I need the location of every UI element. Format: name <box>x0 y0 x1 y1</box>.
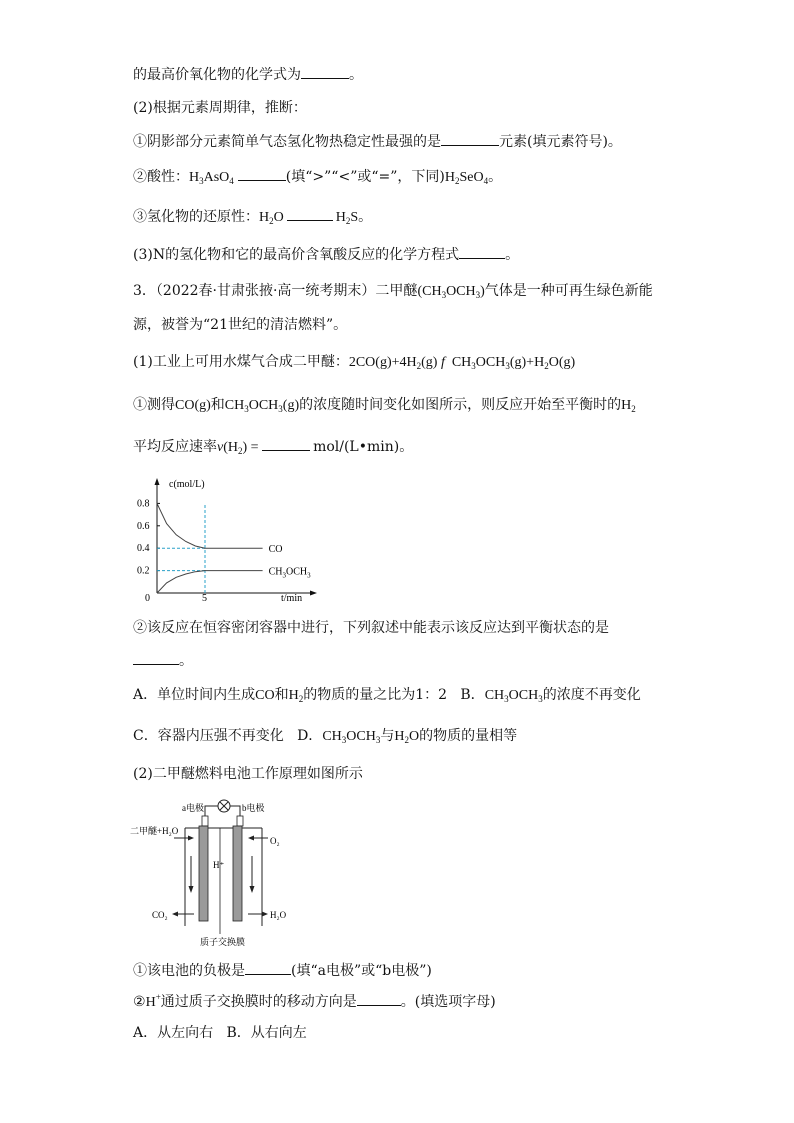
y-axis-label: c(mol/L) <box>169 479 205 490</box>
text-line: ①该电池的负极是 (填“a电极”或“b电极”) <box>133 960 432 981</box>
formula: $v(H_2)$ = <box>217 440 263 456</box>
fuel-input-label: 二甲醚+H₂O <box>130 826 179 836</box>
subquestion-header: (2)根据元素周期律，推断： <box>133 100 307 116</box>
text-line: (3)N的氢化物和它的最高价含氧酸反应的化学方程式 。 <box>133 244 519 265</box>
text-line: ③氢化物的还原性：$H_2O$ $H_2S$。 <box>133 206 372 228</box>
question-3-title: 3．（2022春·甘肃张掖·高一统考期末）二甲醚$(CH_3OCH_3)$气体是一种可再生绿色新能 <box>133 283 653 300</box>
formula: CO(g) <box>175 398 211 413</box>
a-terminal <box>202 816 208 826</box>
arrow-icon <box>248 836 254 841</box>
arrow-icon <box>189 886 194 893</box>
answer-blank[interactable] <box>441 131 499 146</box>
answer-blank[interactable] <box>238 166 286 181</box>
a-electrode-label: a电极 <box>182 803 204 813</box>
option-a[interactable]: A．单位时间内生成CO和$H_2$的物质的量之比为1：2 <box>133 687 448 704</box>
co2-output-label: CO₂ <box>152 910 168 920</box>
y-tick-label: 0.8 <box>137 498 150 510</box>
answer-blank[interactable] <box>357 991 401 1006</box>
arrow-icon <box>172 912 178 917</box>
o2-input-label: O₂ <box>270 836 280 846</box>
y-axis-arrow <box>155 478 160 485</box>
answer-blank[interactable] <box>459 244 505 259</box>
external-wire <box>230 806 240 816</box>
option-b[interactable]: B．$CH_3OCH_3$的浓度不再变化 <box>460 687 641 704</box>
series-line-co <box>157 503 263 548</box>
bulb-icon <box>218 800 230 812</box>
text-line: 。 <box>133 650 193 671</box>
series-line-ch3och3 <box>157 571 263 593</box>
option-row <box>133 726 517 747</box>
text-line: ②酸性：$H_3AsO_4$ (填“>”“<”或“=”，下同)$H_2SeO_4$。 <box>133 166 502 188</box>
series-label: $CH_3OCH_3$ <box>268 566 311 580</box>
x-tick-label: 5 <box>202 593 207 604</box>
formula: $H_2S$ <box>335 210 359 226</box>
series-label: CO <box>268 544 283 556</box>
option-row <box>133 1023 307 1043</box>
formula: $H_2$ <box>621 398 636 414</box>
formula: H+ <box>145 992 161 1010</box>
formula: $CH_3OCH_3(g)$ <box>224 398 300 414</box>
arrow-icon <box>262 912 268 917</box>
text-line: 平均反应速率$v(H_2)$ = mol/(L•min)。 <box>133 436 413 458</box>
y-tick-label: 0.4 <box>137 543 150 555</box>
option-row <box>133 685 641 706</box>
formula: $H_3AsO_4$ <box>189 170 234 186</box>
fuel-cell-diagram <box>130 796 290 951</box>
option-d[interactable]: D．$CH_3OCH_3$与$H_2O$的物质的量相等 <box>297 728 518 745</box>
text-line: 源，被誉为“21世纪的清洁燃料”。 <box>133 317 348 333</box>
concentration-chart <box>133 475 323 605</box>
x-axis-arrow <box>310 591 317 596</box>
answer-blank[interactable] <box>301 64 349 79</box>
y-tick-label: 0.2 <box>137 565 150 577</box>
b-terminal <box>237 816 243 826</box>
membrane-label: 质子交换膜 <box>200 937 246 947</box>
external-wire <box>205 806 218 816</box>
subquestion-header: (2)二甲醚燃料电池工作原理如图所示 <box>133 766 363 782</box>
text-line: ①阴影部分元素简单气态氢化物热稳定性最强的是 元素(填元素符号)。 <box>133 131 622 152</box>
formula: $H_2O$ <box>259 210 284 226</box>
answer-blank[interactable] <box>287 206 333 221</box>
answer-blank[interactable] <box>245 960 291 975</box>
h-plus-label: H⁺ <box>213 860 225 870</box>
formula: $(CH_3OCH_3)$ <box>417 284 485 300</box>
arrow-icon <box>188 836 194 841</box>
option-a[interactable]: A．从左向右 <box>133 1025 214 1041</box>
formula: $H_2SeO_4$ <box>444 170 489 186</box>
arrow-icon <box>250 886 255 893</box>
text-line: (1)工业上可用水煤气合成二甲醚：$2CO(g)+4H_2(g)$ f $CH_3OCH_3(g)+H_2O(g)$ <box>133 354 576 371</box>
text-line: 的最高价氧化物的化学式为 。 <box>133 64 363 85</box>
h2o-output-label: H₂O <box>270 910 287 920</box>
text-line: ①测得CO(g)和$CH_3OCH_3(g)$的浓度随时间变化如图所示，则反应开始至平衡时的$H_2$ <box>133 397 636 414</box>
b-electrode <box>233 826 242 921</box>
a-electrode <box>199 826 208 921</box>
option-b[interactable]: B．从右向左 <box>226 1025 307 1041</box>
x-axis-label: t/min <box>281 593 303 604</box>
y-tick-label: 0.6 <box>137 520 150 532</box>
answer-blank[interactable] <box>133 650 179 665</box>
answer-blank[interactable] <box>262 436 310 451</box>
option-c[interactable]: C．容器内压强不再变化 <box>133 728 284 744</box>
x-tick-label: 0 <box>145 593 150 604</box>
text-line: ②H+通过质子交换膜时的移动方向是 。(填选项字母) <box>133 992 496 1010</box>
reaction-equation: $2CO(g)+4H_2(g)$ f $CH_3OCH_3(g)+H_2O(g)$ <box>348 355 576 371</box>
b-electrode-label: b电极 <box>242 803 265 813</box>
text-line: ②该反应在恒容密闭容器中进行，下列叙述中能表示该反应达到平衡状态的是 <box>133 620 609 636</box>
